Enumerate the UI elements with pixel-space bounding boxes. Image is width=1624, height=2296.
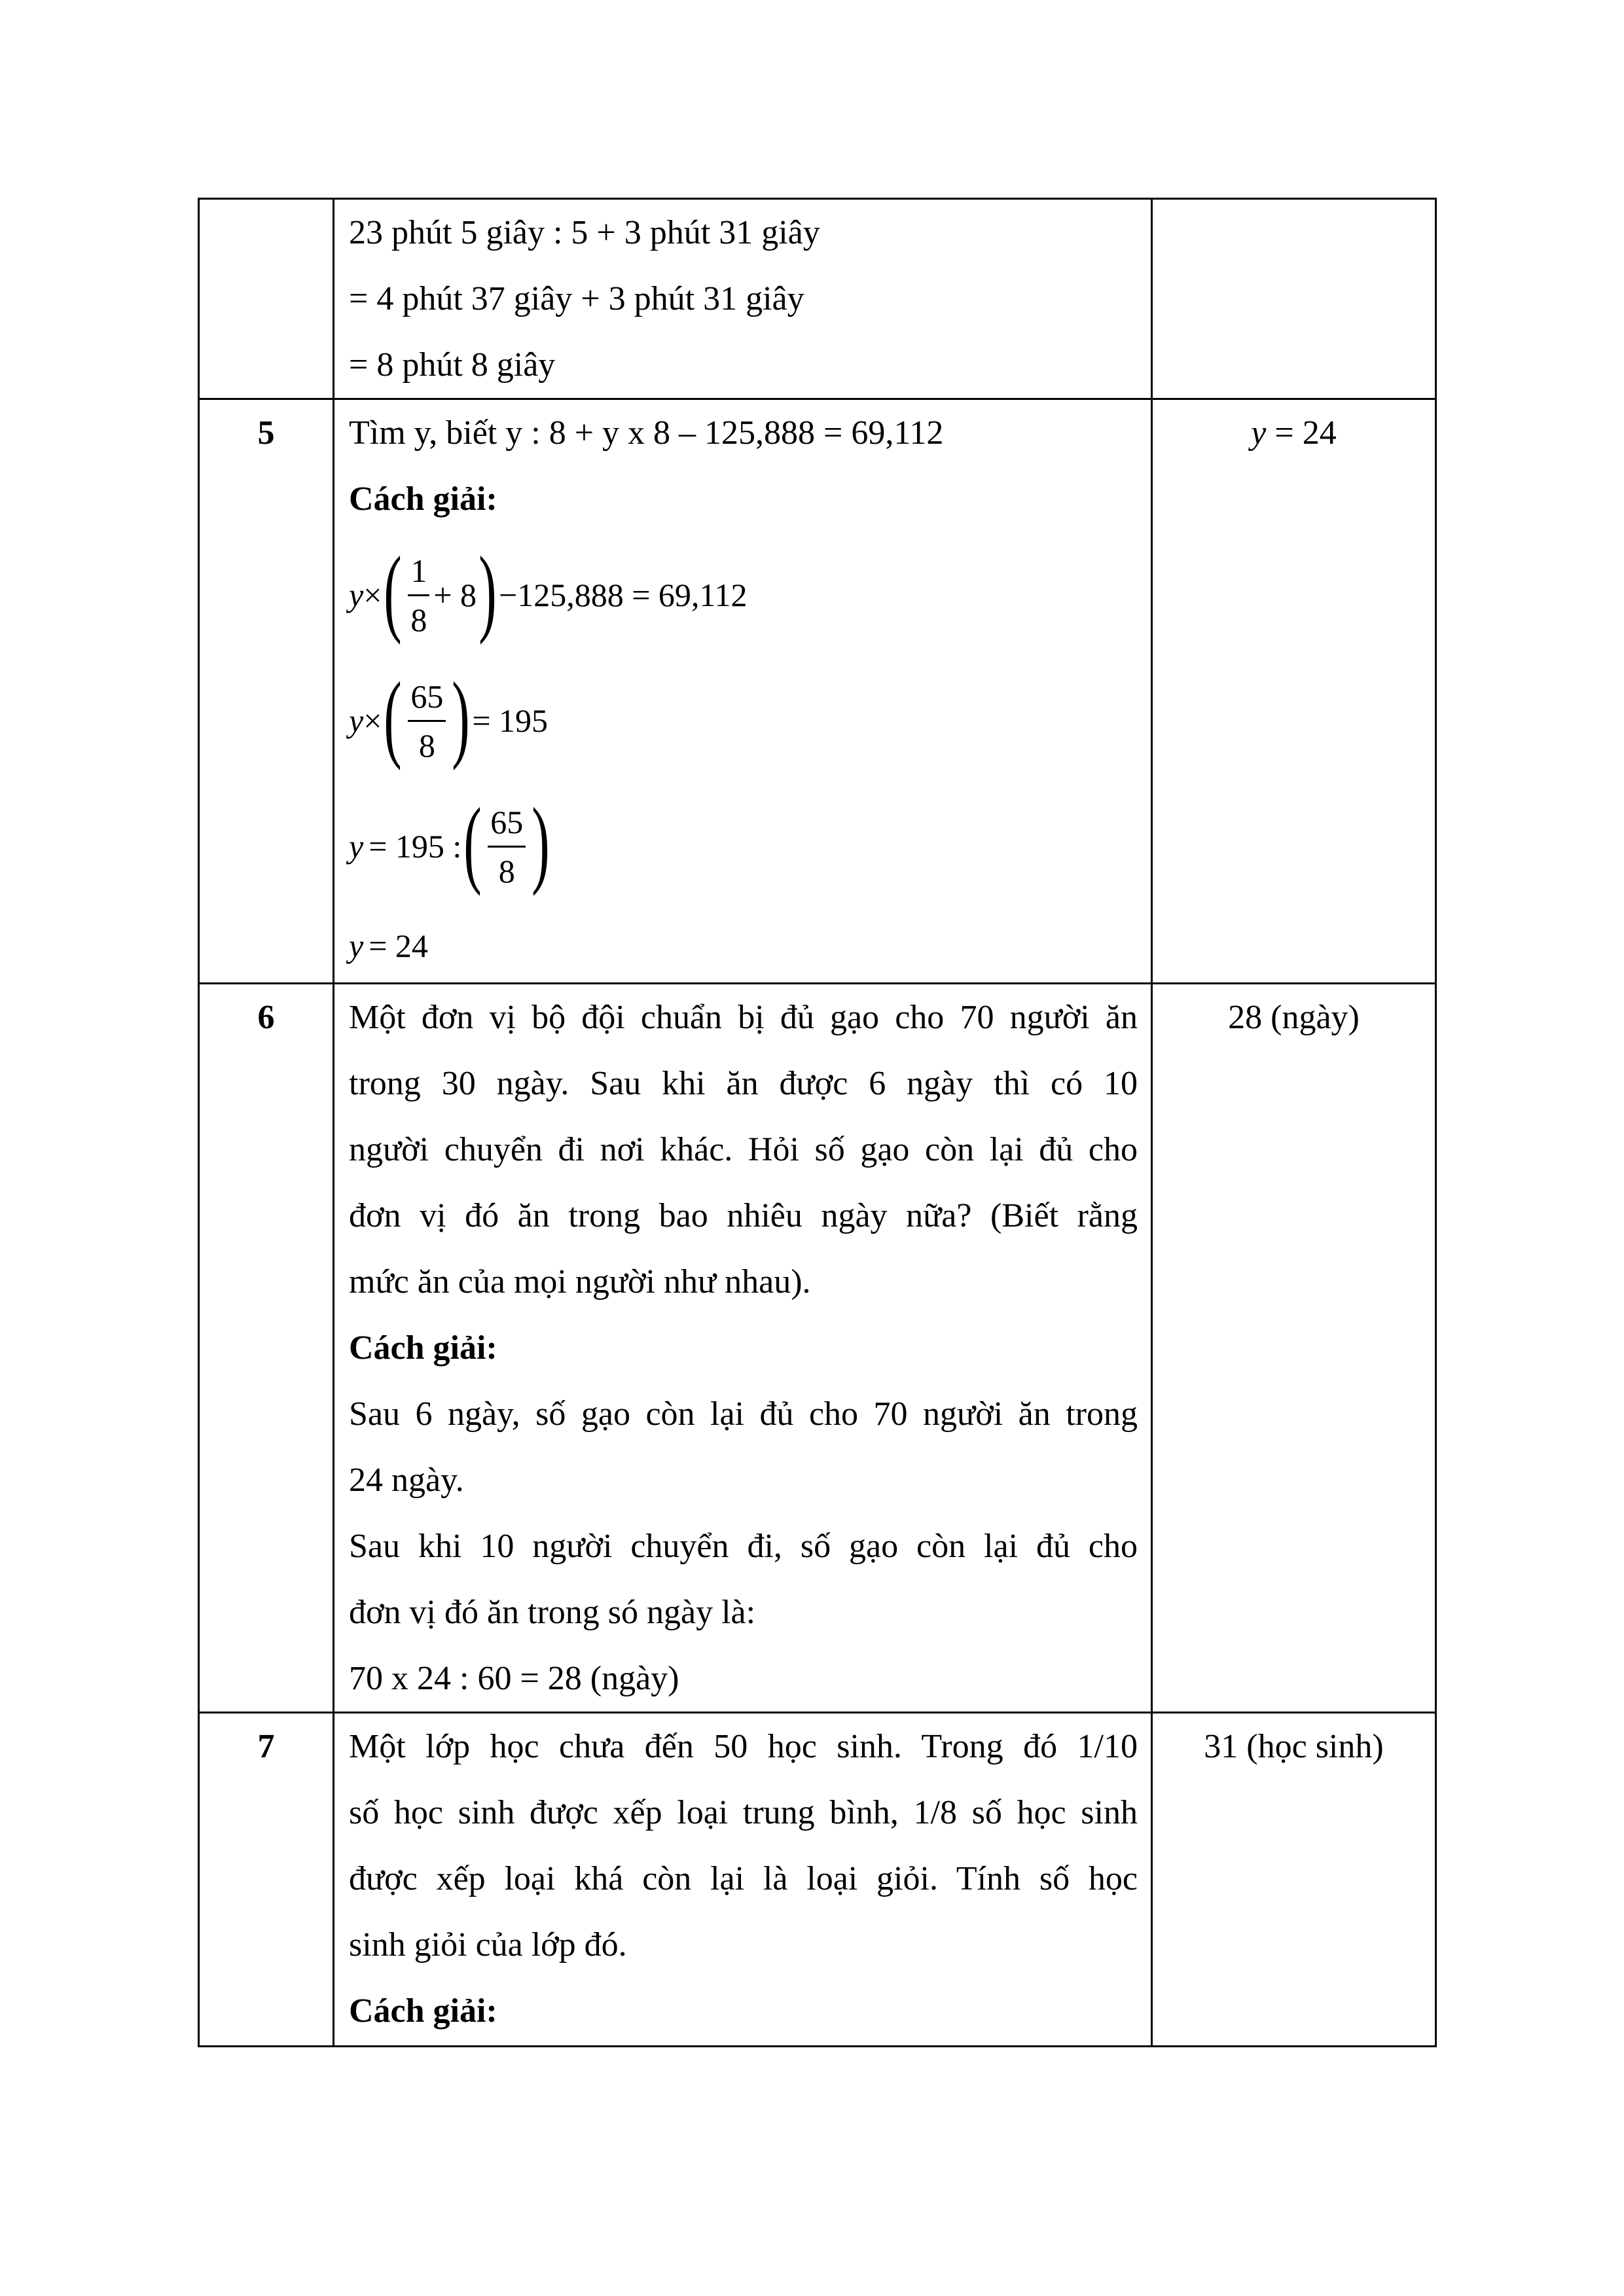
- row-number-cell: [199, 199, 334, 399]
- fraction-denominator: 8: [418, 726, 435, 764]
- table-row: [199, 399, 1436, 984]
- question-line: sinh giỏi của lớp đó.: [349, 1926, 627, 1964]
- table-row: [199, 199, 1436, 399]
- table-row: [199, 984, 1436, 1713]
- question-line: trong 30 ngày. Sau khi ăn được 6 ngày thì có 10: [349, 1065, 1138, 1102]
- fraction: [488, 798, 526, 895]
- content-cell: [334, 399, 1152, 984]
- solution-line: Sau khi 10 người chuyển đi, số gạo còn lại đủ cho: [349, 1528, 1138, 1565]
- row-number-cell: 7: [199, 1713, 334, 2047]
- text-line: = 8 phút 8 giây: [349, 346, 556, 384]
- answer-cell: 31 (học sinh): [1152, 1713, 1436, 2047]
- question-line: Một lớp học chưa đến 50 học sinh. Trong đó 1/10: [349, 1728, 1138, 1765]
- solution-label: Cách giải:: [349, 480, 497, 518]
- answer-value: = 24: [1274, 414, 1337, 452]
- question-line: người chuyển đi nơi khác. Hỏi số gạo còn lại đủ cho: [349, 1131, 1138, 1168]
- math-variable: y: [349, 927, 364, 964]
- solution-line: đơn vị đó ăn trong só ngày là:: [349, 1594, 756, 1631]
- math-text: −125,888 = 69,112: [499, 576, 748, 613]
- question-line: được xếp loại khá còn lại là loại giỏi. Tính số học: [349, 1860, 1138, 1897]
- solution-line: 24 ngày.: [349, 1462, 464, 1499]
- left-paren-icon: (: [463, 788, 482, 897]
- solution-line: 70 x 24 : 60 = 28 (ngày): [349, 1660, 679, 1697]
- math-line: [349, 909, 1138, 982]
- fraction-denominator: 8: [498, 852, 515, 889]
- answer-cell: [1152, 199, 1436, 399]
- math-variable: y: [349, 576, 364, 613]
- fraction-numerator: 65: [488, 798, 526, 848]
- left-paren-icon: (: [384, 662, 403, 771]
- question-text: Tìm y, biết y : 8 + y x 8 – 125,888 = 69,112: [349, 414, 944, 452]
- fraction-numerator: 1: [408, 547, 429, 596]
- math-text: + 8: [433, 576, 477, 613]
- answer-cell: 28 (ngày): [1152, 984, 1436, 1713]
- row-number-cell: 5: [199, 399, 334, 984]
- fraction: [408, 547, 429, 643]
- content-cell: [334, 984, 1152, 1713]
- math-text: = 24: [369, 927, 428, 964]
- question-line: số học sinh được xếp loại trung bình, 1/8 số học sinh: [349, 1794, 1138, 1831]
- right-paren-icon: ): [532, 788, 550, 897]
- math-variable: y: [349, 702, 364, 739]
- math-line: [349, 783, 1138, 909]
- fraction-numerator: 65: [408, 673, 446, 722]
- fraction-denominator: 8: [410, 601, 427, 638]
- question-line: mức ăn của mọi người như nhau).: [349, 1263, 811, 1300]
- right-paren-icon: ): [478, 537, 497, 645]
- math-text: = 195 :: [369, 827, 462, 865]
- text-line: = 4 phút 37 giây + 3 phút 31 giây: [349, 280, 804, 317]
- math-line: [349, 658, 1138, 783]
- math-variable: y: [349, 827, 364, 865]
- question-line: Một đơn vị bộ đội chuẩn bị đủ gạo cho 70 người ăn: [349, 999, 1138, 1036]
- solution-table: [198, 198, 1437, 2047]
- content-cell: [334, 199, 1152, 399]
- text-line: 23 phút 5 giây : 5 + 3 phút 31 giây: [349, 214, 820, 251]
- content-cell: [334, 1713, 1152, 2047]
- left-paren-icon: (: [384, 537, 403, 645]
- solution-line: Sau 6 ngày, số gạo còn lại đủ cho 70 người ăn trong: [349, 1395, 1138, 1433]
- math-operator: ×: [363, 576, 382, 613]
- table-row: [199, 1713, 1436, 2047]
- math-text: = 195: [472, 702, 549, 739]
- right-paren-icon: ): [452, 662, 471, 771]
- question-line: đơn vị đó ăn trong bao nhiêu ngày nữa? (Biết rằng: [349, 1197, 1138, 1234]
- row-number-cell: 6: [199, 984, 334, 1713]
- fraction: [408, 673, 446, 769]
- answer-cell: [1152, 399, 1436, 984]
- math-operator: ×: [363, 702, 382, 739]
- solution-label: Cách giải:: [349, 1992, 497, 2030]
- solution-label: Cách giải:: [349, 1329, 497, 1367]
- answer-variable: y: [1251, 414, 1267, 452]
- math-line: [349, 532, 1138, 658]
